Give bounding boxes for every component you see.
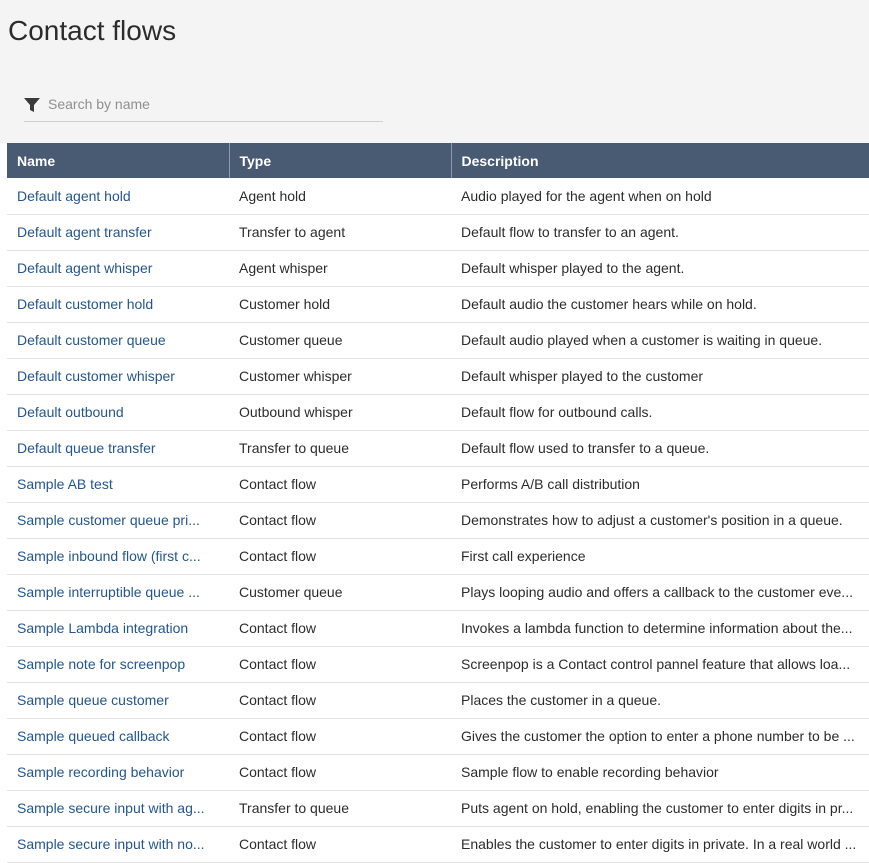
name-cell: [7, 790, 229, 826]
flow-name-link[interactable]: Default agent transfer: [17, 224, 152, 240]
search-input[interactable]: [48, 94, 368, 114]
flow-name-link[interactable]: Default customer queue: [17, 332, 166, 348]
table-row[interactable]: [7, 718, 869, 754]
table-row[interactable]: [7, 646, 869, 682]
type-cell: Outbound whisper: [229, 394, 451, 430]
type-cell: Agent whisper: [229, 250, 451, 286]
search-box[interactable]: [24, 88, 383, 122]
description-cell: Default whisper played to the customer: [451, 358, 869, 394]
table-row[interactable]: [7, 826, 869, 862]
table-row[interactable]: [7, 574, 869, 610]
name-cell: [7, 286, 229, 322]
column-header-type[interactable]: Type: [229, 143, 451, 178]
description-cell: Default flow to transfer to an agent.: [451, 214, 869, 250]
flow-name-link[interactable]: Sample recording behavior: [17, 764, 185, 780]
type-cell: Contact flow: [229, 502, 451, 538]
description-cell: Default flow used to transfer to a queue.: [451, 430, 869, 466]
table-row[interactable]: [7, 214, 869, 250]
type-cell: Contact flow: [229, 826, 451, 862]
table-row[interactable]: [7, 466, 869, 502]
description-cell: Default flow for outbound calls.: [451, 394, 869, 430]
name-cell: [7, 322, 229, 358]
name-cell: [7, 502, 229, 538]
type-cell: Customer whisper: [229, 358, 451, 394]
description-cell: Default audio the customer hears while on hold.: [451, 286, 869, 322]
description-cell: Demonstrates how to adjust a customer's position in a queue.: [451, 502, 869, 538]
page-title: Contact flows: [8, 15, 177, 46]
column-header-description[interactable]: Description: [451, 143, 869, 178]
name-cell: [7, 646, 229, 682]
flow-name-link[interactable]: Sample note for screenpop: [17, 656, 186, 672]
name-cell: [7, 178, 229, 214]
flow-name-link[interactable]: Sample secure input with ag...: [17, 800, 205, 816]
table-row[interactable]: [7, 430, 869, 466]
name-cell: [7, 394, 229, 430]
table-row[interactable]: [7, 250, 869, 286]
description-cell: Audio played for the agent when on hold: [451, 178, 869, 214]
type-cell: Contact flow: [229, 610, 451, 646]
type-cell: Contact flow: [229, 538, 451, 574]
column-header-name[interactable]: Name: [7, 143, 229, 178]
type-cell: Transfer to agent: [229, 214, 451, 250]
name-cell: [7, 718, 229, 754]
description-cell: Gives the customer the option to enter a phone number to be ...: [451, 718, 869, 754]
type-cell: Contact flow: [229, 466, 451, 502]
name-cell: [7, 466, 229, 502]
table-row[interactable]: [7, 358, 869, 394]
name-cell: [7, 754, 229, 790]
name-cell: [7, 682, 229, 718]
description-cell: Performs A/B call distribution: [451, 466, 869, 502]
table-row[interactable]: [7, 286, 869, 322]
name-cell: [7, 214, 229, 250]
name-cell: [7, 430, 229, 466]
contact-flows-table: [7, 143, 869, 863]
type-cell: Contact flow: [229, 754, 451, 790]
name-cell: [7, 574, 229, 610]
table-row[interactable]: [7, 502, 869, 538]
flow-name-link[interactable]: Sample interruptible queue ...: [17, 584, 200, 600]
type-cell: Transfer to queue: [229, 790, 451, 826]
description-cell: Plays looping audio and offers a callback to the customer eve...: [451, 574, 869, 610]
table-row[interactable]: [7, 610, 869, 646]
name-cell: [7, 250, 229, 286]
type-cell: Contact flow: [229, 718, 451, 754]
description-cell: Puts agent on hold, enabling the customer to enter digits in pr...: [451, 790, 869, 826]
type-cell: Agent hold: [229, 178, 451, 214]
type-cell: Transfer to queue: [229, 430, 451, 466]
table-row[interactable]: [7, 682, 869, 718]
flow-name-link[interactable]: Sample secure input with no...: [17, 836, 205, 852]
description-cell: Enables the customer to enter digits in private. In a real world ...: [451, 826, 869, 862]
name-cell: [7, 358, 229, 394]
flow-name-link[interactable]: Default customer whisper: [17, 368, 175, 384]
description-cell: Sample flow to enable recording behavior: [451, 754, 869, 790]
table-row[interactable]: [7, 322, 869, 358]
table-header-row: [7, 143, 869, 178]
flow-name-link[interactable]: Default agent whisper: [17, 260, 153, 276]
table-row[interactable]: [7, 790, 869, 826]
description-cell: Default audio played when a customer is waiting in queue.: [451, 322, 869, 358]
flow-name-link[interactable]: Sample queued callback: [17, 728, 170, 744]
table-row[interactable]: [7, 178, 869, 214]
description-cell: Places the customer in a queue.: [451, 682, 869, 718]
flow-name-link[interactable]: Sample Lambda integration: [17, 620, 189, 636]
name-cell: [7, 538, 229, 574]
type-cell: Customer queue: [229, 322, 451, 358]
name-cell: [7, 826, 229, 862]
flow-name-link[interactable]: Default queue transfer: [17, 440, 156, 456]
filter-icon: [24, 97, 40, 113]
table-row[interactable]: [7, 394, 869, 430]
table-row[interactable]: [7, 754, 869, 790]
page-header: [0, 0, 869, 143]
flow-name-link[interactable]: Default outbound: [17, 404, 124, 420]
table-body: [7, 178, 869, 862]
flow-name-link[interactable]: Sample inbound flow (first c...: [17, 548, 201, 564]
flow-name-link[interactable]: Default agent hold: [17, 187, 131, 204]
table-row[interactable]: [7, 538, 869, 574]
description-cell: First call experience: [451, 538, 869, 574]
description-cell: Default whisper played to the agent.: [451, 250, 869, 286]
flow-name-link[interactable]: Sample AB test: [17, 476, 113, 492]
type-cell: Customer hold: [229, 286, 451, 322]
type-cell: Contact flow: [229, 646, 451, 682]
description-cell: Screenpop is a Contact control pannel feature that allows loa...: [451, 646, 869, 682]
flow-name-link[interactable]: Sample customer queue pri...: [17, 512, 200, 528]
flow-name-link[interactable]: Default customer hold: [17, 296, 154, 312]
name-cell: [7, 610, 229, 646]
type-cell: Contact flow: [229, 682, 451, 718]
flow-name-link[interactable]: Sample queue customer: [17, 692, 169, 708]
description-cell: Invokes a lambda function to determine information about the...: [451, 610, 869, 646]
type-cell: Customer queue: [229, 574, 451, 610]
